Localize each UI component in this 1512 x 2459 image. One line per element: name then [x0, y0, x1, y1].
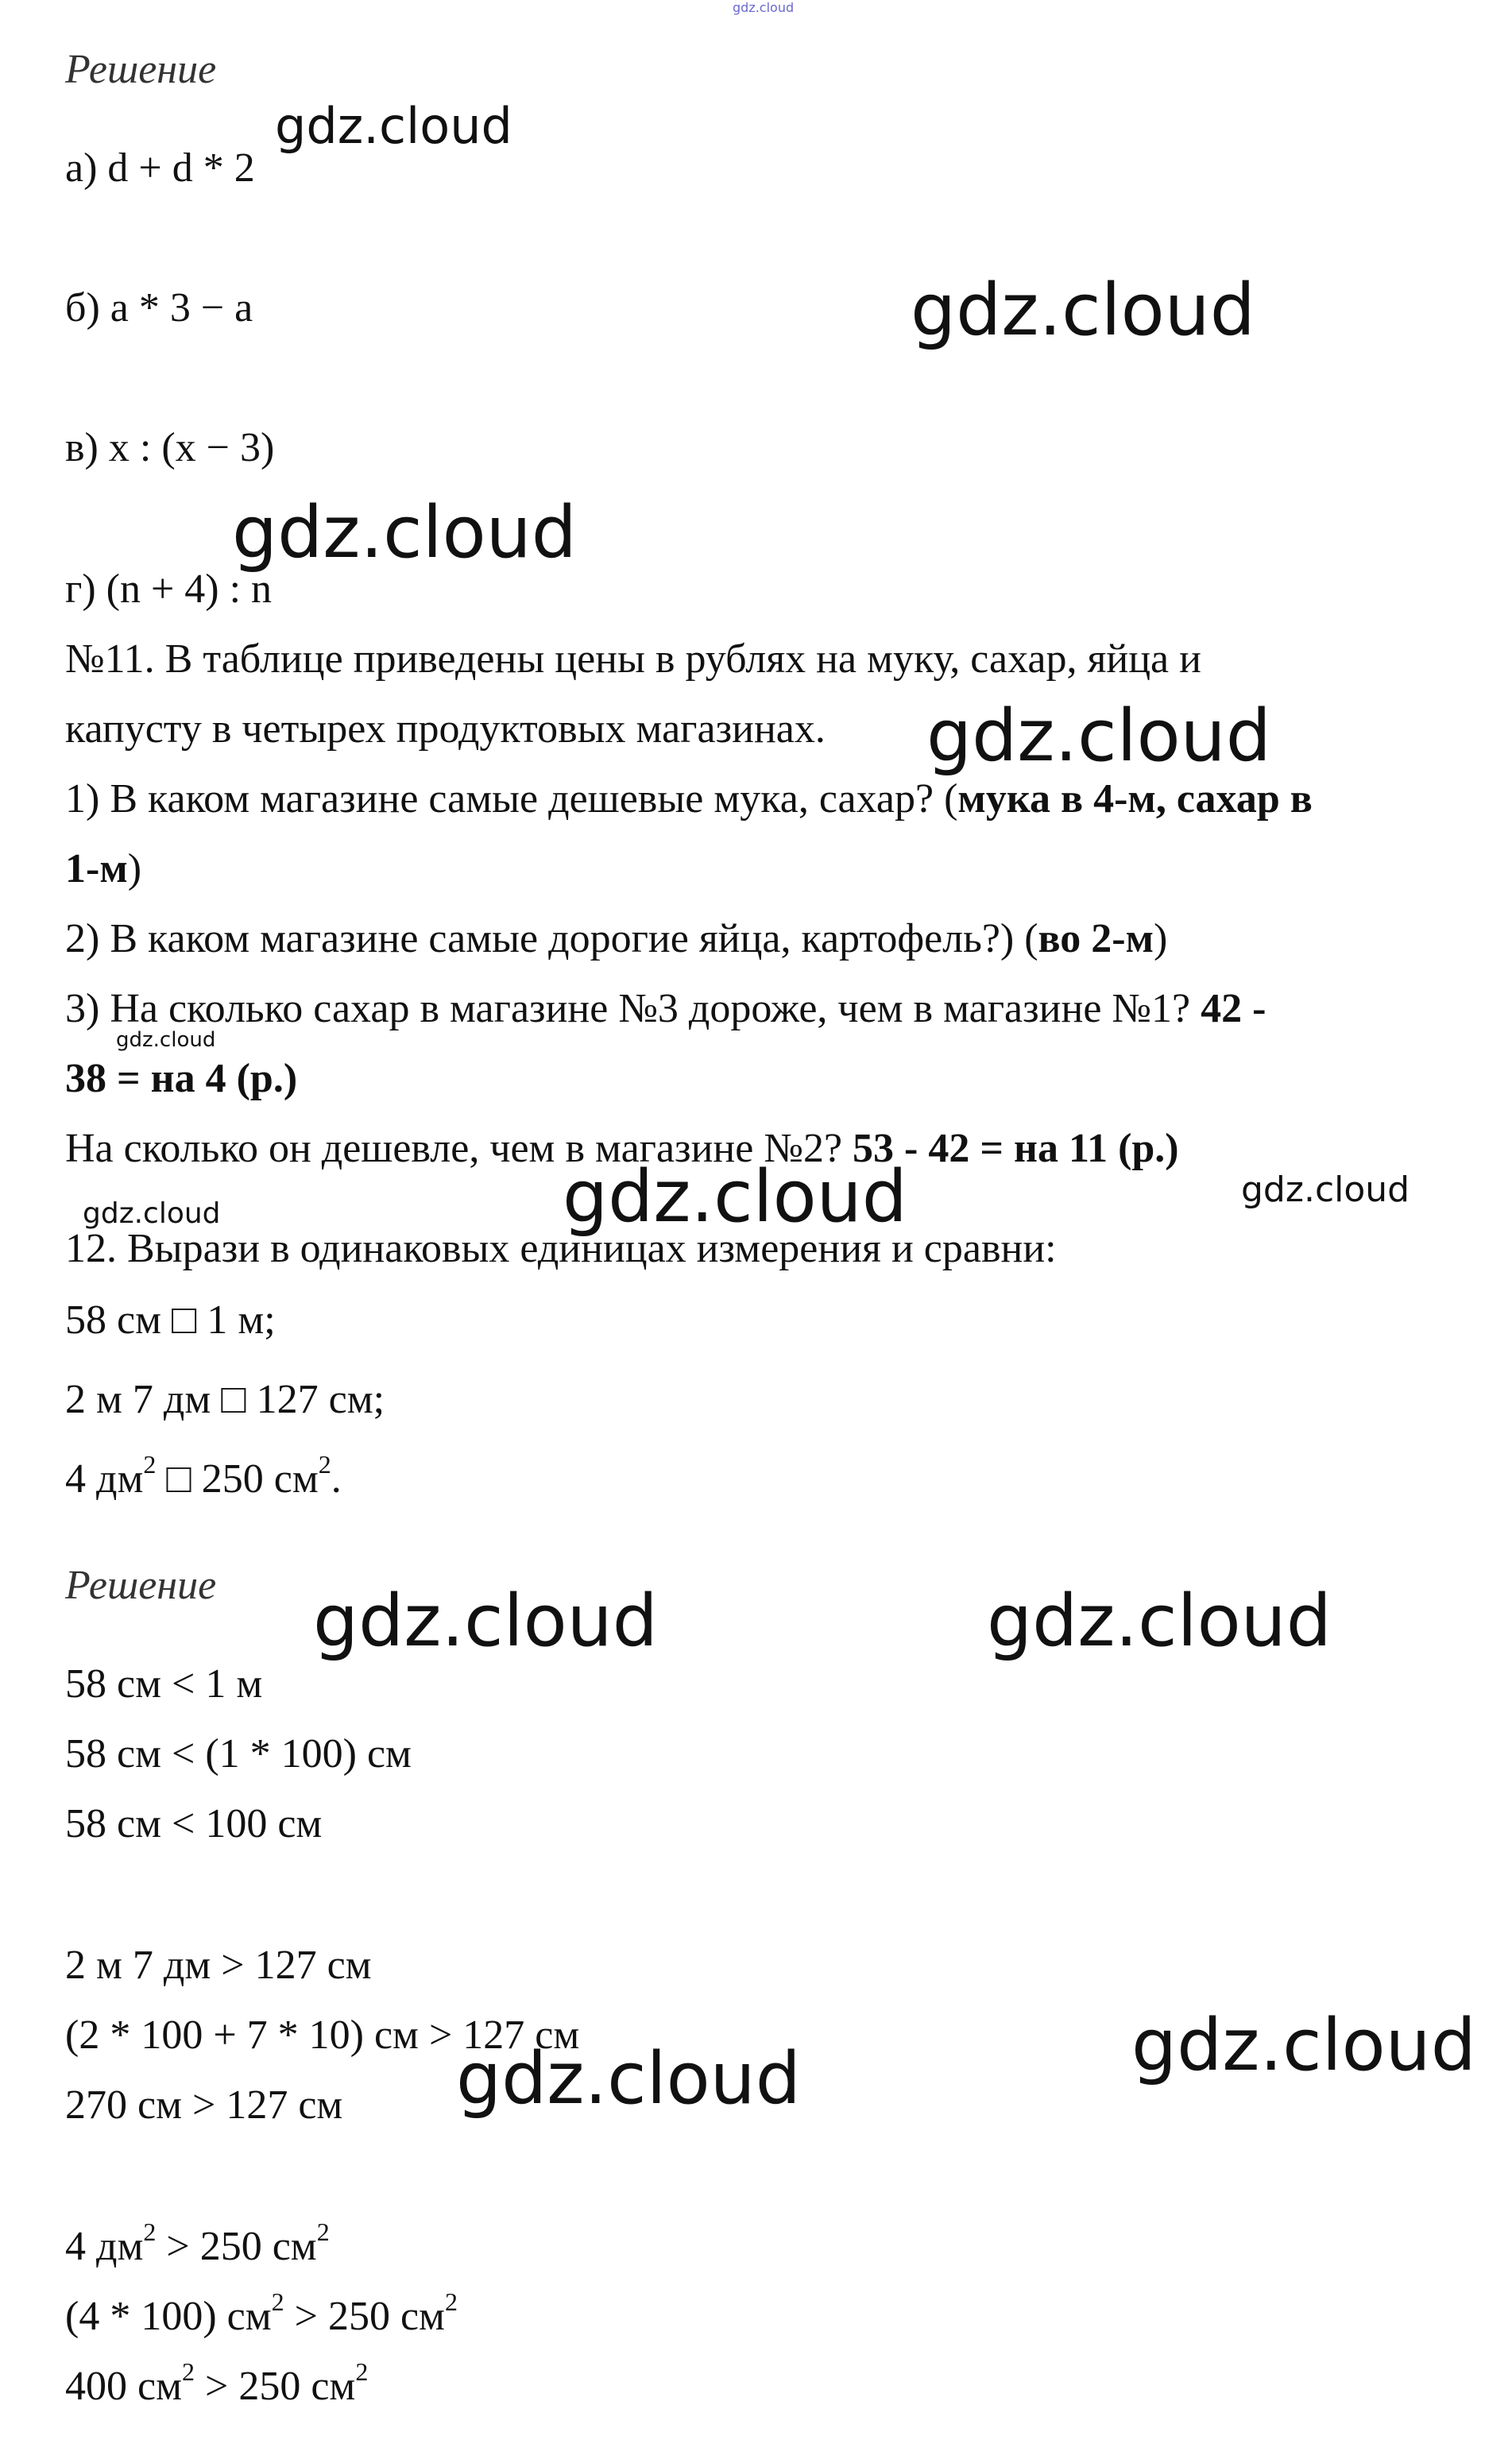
task12-title: 12. Вырази в одинаковых единицах измерения и сравни: — [65, 1226, 1057, 1271]
expr-v: в) x : (x − 3) — [65, 425, 275, 470]
task11-q1 — [65, 776, 1313, 822]
task12-compare-1: 58 см □ 1 м; — [65, 1297, 276, 1343]
task11-text-line2: капусту в четырех продуктовых магазинах. — [65, 706, 826, 752]
expr-g: г) (n + 4) : n — [65, 566, 273, 612]
l8-sup-1: 2 — [271, 2287, 284, 2316]
watermark-top: gdz.cloud — [733, 0, 795, 15]
sol12-line-8 — [65, 2287, 458, 2339]
watermark-1: gdz.cloud — [275, 97, 512, 155]
q1-text: 1) В каком магазине самые дешевые мука, сахар? ( — [65, 776, 958, 822]
watermark-6: gdz.cloud — [313, 1579, 658, 1663]
l8-sup-2: 2 — [444, 2287, 458, 2316]
l9-sup-2: 2 — [355, 2357, 369, 2386]
l9-part-b: > 250 см — [195, 2364, 356, 2409]
q4-answer: 53 - 42 = на 11 (р.) — [853, 1126, 1179, 1171]
solution-heading-2: Решение — [65, 1563, 217, 1608]
task11-q1-cont — [65, 846, 142, 891]
sol12-line-2: 58 см < (1 * 100) см — [65, 1731, 412, 1777]
watermark-5: gdz.cloud — [563, 1155, 907, 1239]
watermark-small-2: gdz.cloud — [1241, 1170, 1410, 1210]
sol12-line-1: 58 см < 1 м — [65, 1661, 263, 1707]
q3-text: 3) На сколько сахар в магазине №3 дороже, чем в магазине №1? — [65, 986, 1201, 1031]
l7-part-b: > 250 см — [156, 2224, 317, 2269]
sol12-line-4: 2 м 7 дм > 127 см — [65, 1943, 372, 1988]
q4-text: На сколько он дешевле, чем в магазине №2? — [65, 1126, 853, 1171]
q3-answer-b: 38 = на 4 (р.) — [65, 1056, 298, 1101]
sol12-line-6: 270 см > 127 см — [65, 2082, 343, 2128]
expr-a: а) d + d * 2 — [65, 145, 255, 191]
watermark-small-3: gdz.cloud — [83, 1197, 221, 1230]
c3-part-a: 4 дм — [65, 1456, 144, 1502]
sol12-line-5: (2 * 100 + 7 * 10) см > 127 см — [65, 2012, 580, 2058]
c3-sup-1: 2 — [143, 1450, 157, 1479]
q1-answer-a: мука в 4-м, сахар в — [957, 776, 1313, 822]
task11-q3 — [65, 988, 1266, 1030]
q2-text: 2) В каком магазине самые дорогие яйца, картофель?) ( — [65, 916, 1038, 961]
watermark-small-1: gdz.cloud — [116, 1028, 216, 1052]
sol12-line-9 — [65, 2357, 369, 2409]
q1-answer-b: 1-м — [65, 846, 128, 891]
watermark-7: gdz.cloud — [987, 1579, 1332, 1663]
l9-sup-1: 2 — [182, 2357, 195, 2386]
sol12-line-7 — [65, 2217, 330, 2269]
q1-close: ) — [127, 846, 142, 891]
l7-sup-1: 2 — [143, 2217, 157, 2246]
watermark-2: gdz.cloud — [911, 269, 1255, 352]
task12-compare-3 — [65, 1450, 342, 1502]
c3-part-c: . — [331, 1456, 342, 1502]
q2-answer: во 2-м — [1038, 916, 1154, 961]
watermark-3: gdz.cloud — [232, 491, 577, 574]
q2-close: ) — [1154, 916, 1168, 961]
l7-sup-2: 2 — [316, 2217, 330, 2246]
solution-heading-1: Решение — [65, 47, 217, 92]
watermark-9: gdz.cloud — [456, 2037, 801, 2121]
watermark-8: gdz.cloud — [1131, 2004, 1476, 2087]
expr-b: б) а * 3 − а — [65, 285, 253, 331]
l7-part-a: 4 дм — [65, 2224, 144, 2269]
task11-q3-cont — [65, 1058, 297, 1100]
c3-part-b: □ 250 см — [156, 1456, 319, 1502]
l8-part-b: > 250 см — [284, 2294, 445, 2339]
q3-answer-a: 42 - — [1201, 986, 1266, 1031]
task11-text-line1: №11. В таблице приведены цены в рублях на муку, сахар, яйца и — [65, 636, 1201, 682]
watermark-4: gdz.cloud — [926, 694, 1271, 778]
sol12-line-3: 58 см < 100 см — [65, 1801, 323, 1846]
l8-part-a: (4 * 100) см — [65, 2294, 272, 2339]
c3-sup-2: 2 — [318, 1450, 331, 1479]
task11-q2 — [65, 918, 1167, 960]
task12-compare-2: 2 м 7 дм □ 127 см; — [65, 1377, 385, 1422]
l9-part-a: 400 см — [65, 2364, 182, 2409]
